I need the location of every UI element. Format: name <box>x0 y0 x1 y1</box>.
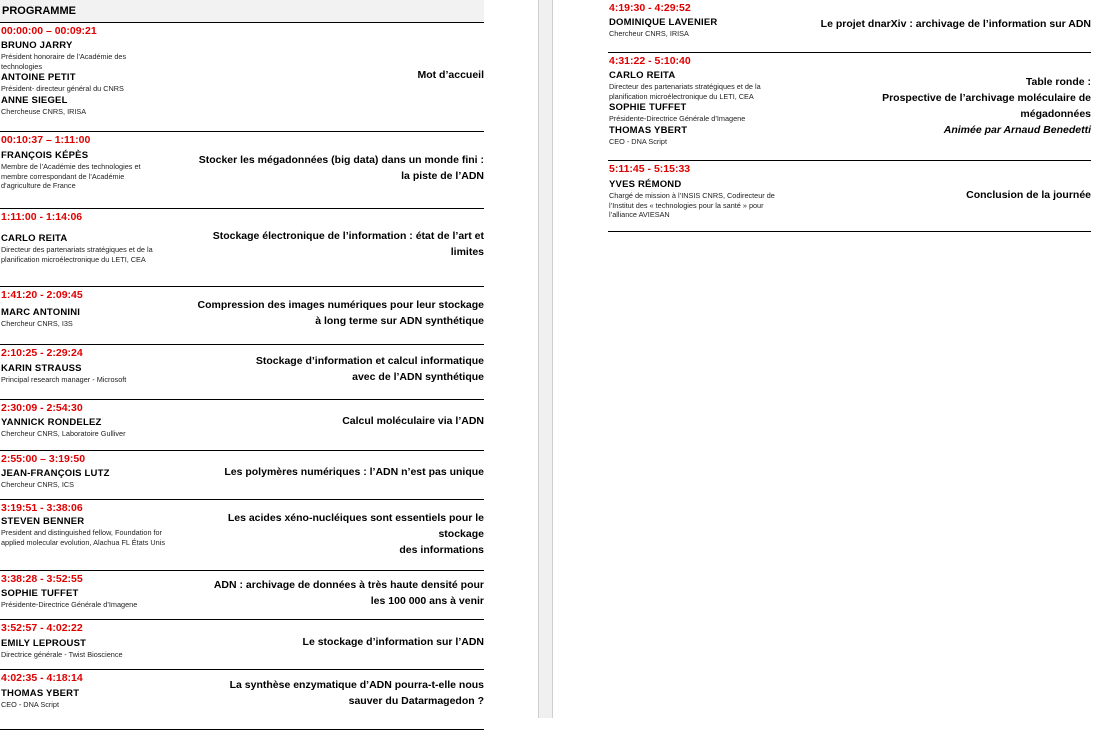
session-title-line: avec de l’ADN synthétique <box>352 371 484 383</box>
speaker-role: Chercheur CNRS, I3S <box>1 319 73 328</box>
session-title <box>228 510 484 558</box>
program-session <box>0 400 484 451</box>
speaker-role: Chercheur CNRS, ICS <box>1 480 74 489</box>
session-title-line: Stockage d’information et calcul informatique <box>255 355 484 367</box>
speaker <box>1 516 176 547</box>
speaker-role: Chercheur CNRS, Laboratoire Gulliver <box>1 429 126 438</box>
session-title-line: Calcul moléculaire via l’ADN <box>342 415 484 427</box>
session-title-line: Le stockage d’information sur l’ADN <box>302 636 484 648</box>
speaker-role: Chargé de mission à l’INSIS CNRS, Codirecteur de l’Institut des « technologies pour la santé » pour l’alliance AVIESAN <box>609 191 775 219</box>
speaker-list <box>1 150 176 192</box>
speaker-role: Principal research manager - Microsoft <box>1 375 127 384</box>
speaker-name: BRUNO JARRY <box>1 40 73 51</box>
session-title-line: la piste de l’ADN <box>401 170 484 182</box>
session-title-line: Conclusion de la journée <box>966 189 1091 201</box>
session-title-line: La synthèse enzymatique d’ADN pourra-t-elle nous <box>229 679 484 691</box>
session-title <box>303 634 484 650</box>
session-timecode: 2:55:00 – 3:19:50 <box>1 453 86 465</box>
speaker-name: EMILY LEPROUST <box>1 638 87 649</box>
session-title-line: des informations <box>399 544 484 556</box>
session-title-line: Compression des images numériques pour leur stockage <box>197 299 484 311</box>
speaker <box>609 179 784 220</box>
session-title-line: stockage <box>438 528 484 540</box>
session-timecode: 1:11:00 - 1:14:06 <box>1 211 83 223</box>
session-title <box>966 187 1091 203</box>
speaker <box>1 638 176 660</box>
speaker <box>1 40 176 71</box>
speaker-name: YANNICK RONDELEZ <box>1 417 102 428</box>
program-session <box>0 500 484 571</box>
session-title-line: Prospective de l’archivage moléculaire de <box>882 92 1091 104</box>
session-title-line: à long terme sur ADN synthétique <box>315 315 484 327</box>
speaker <box>609 70 784 101</box>
speaker-role: President and distinguished fellow, Foundation for applied molecular evolution, Alachua FL États Unis <box>1 528 166 547</box>
page-gutter <box>539 0 552 718</box>
program-session <box>0 345 484 400</box>
session-title-line: Table ronde : <box>1025 76 1091 88</box>
session-title-line: ADN : archivage de données à très haute densité pour <box>213 579 484 591</box>
speaker-role: Présidente-Directrice Générale d’Imagene <box>609 114 746 123</box>
speaker-role: Chercheur CNRS, IRISA <box>609 29 689 38</box>
session-timecode: 4:02:35 - 4:18:14 <box>1 672 83 684</box>
speaker <box>1 363 176 385</box>
speaker <box>609 102 784 124</box>
session-title <box>342 413 484 429</box>
speaker-list <box>1 40 176 117</box>
speaker-name: YVES RÉMOND <box>609 179 682 190</box>
session-title <box>199 152 484 184</box>
session-title <box>230 677 484 709</box>
speaker-list <box>609 17 784 40</box>
program-session <box>0 620 484 670</box>
session-timecode: 5:11:45 - 5:15:33 <box>609 163 691 175</box>
speaker-list <box>1 417 176 440</box>
speaker-list <box>1 233 176 265</box>
speaker <box>1 588 176 610</box>
session-moderator: Animée par Arnaud Benedetti <box>943 124 1091 136</box>
speaker-name: STEVEN BENNER <box>1 516 85 527</box>
speaker-role: Directrice générale - Twist Bioscience <box>1 650 123 659</box>
speaker-role: Directeur des partenariats stratégiques et de la planification microélectronique du LETI, CEA <box>1 245 153 264</box>
program-session <box>0 670 484 730</box>
session-title-line: Stocker les mégadonnées (big data) dans un monde fini : <box>198 154 484 166</box>
speaker-role: Président honoraire de l'Académie des technologies <box>1 52 127 71</box>
speaker-name: DOMINIQUE LAVENIER <box>609 17 718 28</box>
speaker-list <box>1 688 176 711</box>
speaker-name: ANNE SIEGEL <box>1 94 68 106</box>
program-session <box>0 571 484 620</box>
speaker <box>1 150 176 191</box>
session-title-line: Mot d’accueil <box>417 69 484 81</box>
program-session <box>608 53 1091 161</box>
session-timecode: 3:52:57 - 4:02:22 <box>1 622 83 634</box>
left-page <box>0 0 484 718</box>
speaker-name: CARLO REITA <box>609 70 676 81</box>
session-title-line: mégadonnées <box>1020 108 1091 120</box>
session-title <box>821 16 1091 32</box>
speaker <box>1 688 176 710</box>
speaker-name: ANTOINE PETIT <box>1 72 76 83</box>
speaker-list <box>609 70 784 147</box>
speaker <box>1 307 176 329</box>
program-session <box>0 23 484 132</box>
speaker-list <box>1 363 176 386</box>
speaker-list <box>1 307 176 330</box>
speaker-name: KARIN STRAUSS <box>1 363 82 374</box>
speaker-list <box>1 468 176 491</box>
speaker-role: CEO - DNA Script <box>1 700 59 709</box>
session-title-line: Le projet dnarXiv : archivage de l’information sur ADN <box>820 18 1091 30</box>
speaker-name: SOPHIE TUFFET <box>1 588 79 599</box>
speaker-name: MARC ANTONINI <box>1 307 81 318</box>
session-timecode: 4:19:30 - 4:29:52 <box>609 2 691 14</box>
session-timecode: 00:10:37 – 1:11:00 <box>1 134 91 146</box>
program-session <box>0 209 484 287</box>
speaker-role: Présidente-Directrice Générale d’Imagene <box>1 600 138 609</box>
session-title-line: Les acides xéno-nucléiques sont essentiels pour le <box>227 512 484 524</box>
session-title <box>213 228 484 260</box>
session-title-line: Les polymères numériques : l’ADN n’est pas unique <box>224 466 484 478</box>
speaker <box>1 417 176 439</box>
session-timecode: 3:38:28 - 3:52:55 <box>1 573 83 585</box>
speaker-role: Membre de l’Académie des technologies et membre correspondant de l’Académie d’agriculture de France <box>1 162 141 190</box>
session-timecode: 1:41:20 - 2:09:45 <box>1 289 83 301</box>
speaker-list <box>1 516 176 548</box>
session-title <box>417 67 484 83</box>
speaker-name: JEAN-FRANÇOIS LUTZ <box>1 468 110 479</box>
program-session <box>0 132 484 209</box>
session-title <box>198 297 485 329</box>
session-timecode: 00:00:00 – 00:09:21 <box>1 25 97 37</box>
speaker-name: THOMAS YBERT <box>609 124 688 136</box>
speaker-name: THOMAS YBERT <box>1 688 80 699</box>
speaker-role: CEO - DNA Script <box>609 136 667 146</box>
session-title-line: les 100 000 ans à venir <box>370 595 484 607</box>
speaker <box>1 95 176 117</box>
speaker <box>609 17 784 39</box>
speaker-list <box>1 638 176 661</box>
page-gutter-right-edge <box>552 0 553 718</box>
right-page <box>608 0 1091 718</box>
session-title-line: limites <box>450 246 484 258</box>
speaker <box>1 233 176 264</box>
program-session <box>608 0 1091 53</box>
program-session <box>0 451 484 500</box>
program-session <box>608 161 1091 232</box>
speaker-role: Président- directeur général du CNRS <box>1 84 124 93</box>
speaker-role: Chercheuse CNRS, IRISA <box>1 106 87 116</box>
session-title <box>882 74 1091 138</box>
program-session <box>0 287 484 345</box>
session-title <box>224 464 484 480</box>
speaker <box>1 72 176 94</box>
speaker-list <box>609 179 784 221</box>
speaker-role: Directeur des partenariats stratégiques et de la planification microélectronique du LETI, CEA <box>609 82 761 101</box>
session-timecode: 4:31:22 - 5:10:40 <box>609 55 691 67</box>
session-title-line: Stockage électronique de l’information : état de l’art et <box>212 230 484 242</box>
speaker-name: FRANÇOIS KÉPÈS <box>1 150 89 161</box>
session-title <box>256 353 484 385</box>
speaker-list <box>1 588 176 611</box>
speaker-name: CARLO REITA <box>1 233 68 244</box>
speaker <box>609 125 784 147</box>
programme-header: PROGRAMME <box>0 0 484 23</box>
session-title-line: sauver du Datarmagedon ? <box>348 695 484 707</box>
session-timecode: 2:10:25 - 2:29:24 <box>1 347 83 359</box>
session-timecode: 2:30:09 - 2:54:30 <box>1 402 83 414</box>
session-title <box>214 577 484 609</box>
session-timecode: 3:19:51 - 3:38:06 <box>1 502 83 514</box>
speaker <box>1 468 176 490</box>
speaker-name: SOPHIE TUFFET <box>609 102 687 113</box>
